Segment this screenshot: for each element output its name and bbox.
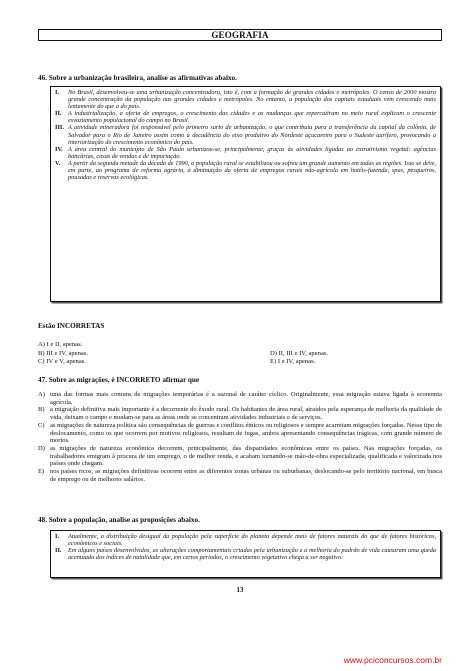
question-46-prompt: Estão INCORRETAS [38, 322, 105, 330]
option[interactable]: C) IV e V, apenas. [38, 358, 86, 366]
page-number: 13 [236, 586, 244, 594]
statement-item [55, 146, 436, 160]
question-46-title: 46. Sobre a urbanização brasileira, analise as afirmativas abaixo. [38, 74, 237, 82]
statement-item [55, 89, 436, 110]
alternative-item[interactable] [38, 422, 442, 445]
question-48-title: 48. Sobre a população, analise as proposições abaixo. [38, 516, 200, 524]
statement-number: IV. [55, 145, 63, 153]
alternative-item[interactable] [38, 406, 442, 421]
question-46-options [38, 341, 442, 367]
alternative-letter: D) [38, 444, 45, 452]
alternative-text: nos países ricos, as migrações definitivas ocorrem entre as diferentes zonas urbanas ou suburbanas, deslocando-se pelo território nacional, em busca de emprego ou de melhores salários. [50, 468, 442, 483]
alternative-letter: B) [38, 406, 45, 414]
option-row [38, 350, 442, 359]
alternative-item[interactable] [38, 445, 442, 468]
proposition-number: II. [55, 547, 62, 555]
subject-header: GEOGRAFIA [38, 29, 442, 41]
alternative-letter: E) [38, 468, 45, 476]
option-row [38, 341, 442, 350]
proposition-number: I. [55, 533, 60, 540]
statement-number: I. [55, 89, 60, 96]
statement-text: A atividade mineradora foi responsável pelo primeiro surto de urbanização, o que contribuiu para a transferência da capital da colônia, de Salvador para o Rio de Janeiro assim como à decadência do eixo produtivo do Nordeste açucareiro para o Sudeste aurífero, provocando a interiorização do crescimento econômico do país. [68, 124, 436, 146]
question-46-statements-box [50, 86, 441, 302]
alternative-text: uma das formas mais comuns de migrações temporárias é a sazonal de caráter cíclico. Originalmente, essa migração estava ligada à economia agrícola. [50, 391, 442, 406]
option[interactable]: D) II, III e IV, apenas. [270, 349, 329, 357]
alternative-text: as migrações de natureza econômica decorrem, principalmente, das disparidades econômicas entre os países. Nas migrações forçadas, os trabalhadores emigram à procura de um emprego, o de melhor renda, e acabam tornando-se mão-de-obra especializada, qualificada e valorizada nos países onde chegam. [50, 444, 442, 468]
alternative-letter: C) [38, 421, 45, 429]
statement-text: A industrialização, a oferta de empregos, o crescimento das cidades e as mudanças que repercutiram no meio rural explicam o crescente esvaziamento populacional do campo no Brasil. [68, 110, 436, 125]
statement-number: III. [55, 124, 64, 132]
statement-item [55, 124, 436, 145]
option[interactable]: B) III e IV, apenas. [38, 349, 89, 357]
statement-item [55, 110, 436, 124]
alternative-letter: A) [38, 391, 45, 398]
proposition-text: Em alguns países desenvolvidos, as alterações comportamentais criadas pela urbanização e a melhoria do padrão de vida causaram uma queda acentuada dos índices de natalidade que, em certos períodos, o crescimento vegetativo chega a ser negativo. [68, 547, 436, 562]
statement-number: V. [55, 159, 61, 167]
proposition-item [55, 533, 436, 547]
question-47-alternatives [38, 391, 442, 483]
alternative-text: a migração definitiva mais importante é a decorrente do êxodo rural. Os habitantes de área rural, atraídos pela esperança de melhoria da qualidade de vida, deixam o campo e mudam-se para as áreas onde se concentram atividades industriais e de serviços. [50, 406, 442, 422]
option[interactable]: A) I e II, apenas. [38, 341, 83, 348]
option[interactable]: E) I e IV, apenas. [270, 358, 316, 366]
statement-text: A área central do município de São Paulo urbanizou-se, principalmente, graças às atividades ligadas ao extrativismo vegetal: agências bancárias, casas de vendas e de importação. [68, 145, 436, 160]
option-row [38, 358, 442, 367]
alternative-item[interactable] [38, 391, 442, 406]
statement-text: A partir da segunda metade da década de 1990, a população rural se estabilizou ou sofreu um grande aumento em todas as regiões. Isso se deve, em parte, ao programa de reforma agrária, à diminuição da oferta de empregos rurais não-agrícola em hotéis-fazenda, spas, pesqueiros, pousadas e reservas ecológicas. [68, 159, 436, 182]
statement-text: No Brasil, desenvolveu-se uma urbanização concentradora, isto é, com a formação de grandes cidades e metrópoles. O censo de 2000 mostra grande concentração da população nas grandes cidades e metrópoles. No entanto, a população das capitais estaduais vem crescendo mais lentamente do que a do país. [68, 89, 436, 111]
proposition-item [55, 547, 436, 561]
alternative-text: as migrações de natureza política são consequências de guerras e conflitos étnicos ou religiosos e sempre acarretam migrações forçadas. Nesse tipo de deslocamento, como os que ocorrem por motivos religiosos, resultam de fugas, ambos apresentando consequências trágicas, com grande número de mortos. [50, 421, 442, 445]
question-47-title: 47. Sobre as migrações, é INCORRETO afirmar que [38, 376, 200, 384]
statement-number: II. [55, 110, 62, 118]
footer-url-link[interactable]: www.pciconcursos.com.br [343, 655, 442, 665]
alternative-item[interactable] [38, 468, 442, 483]
statement-item [55, 160, 436, 181]
proposition-text: Atualmente, a distribuição desigual da população pela superfície do planeta depende mais de fatores naturais do que de fatores históricos, econômicos e sociais. [68, 533, 436, 548]
question-48-propositions-box [50, 530, 441, 578]
